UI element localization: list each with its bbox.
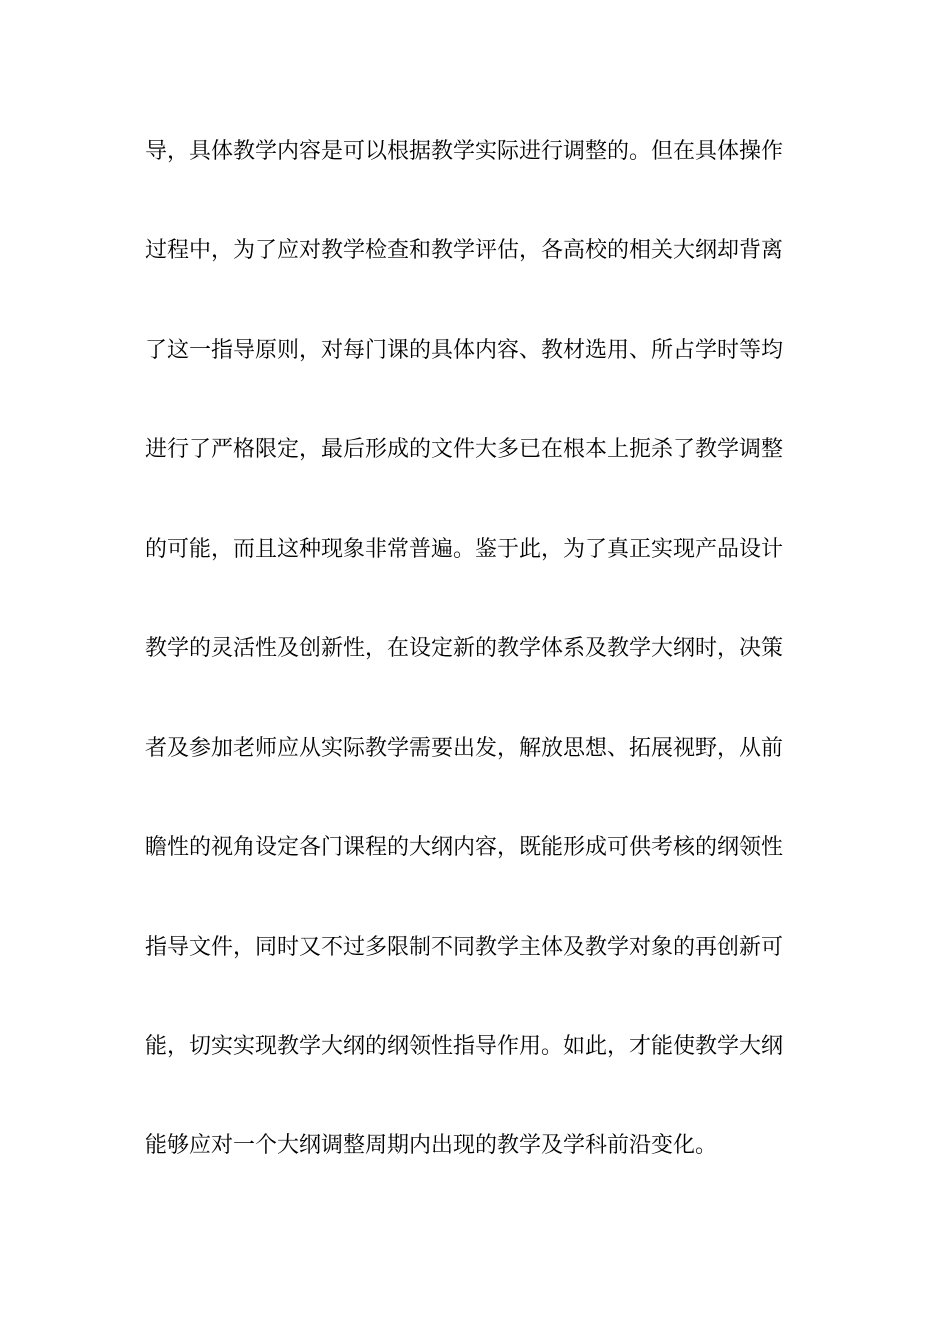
paragraph-line: 瞻性的视角设定各门课程的大纲内容，既能形成可供考核的纲领性	[145, 835, 784, 860]
paragraph-line: 了这一指导原则，对每门课的具体内容、教材选用、所占学时等均	[145, 338, 784, 363]
paragraph-line: 能够应对一个大纲调整周期内出现的教学及学科前沿变化。	[145, 1133, 718, 1158]
paragraph-line: 能，切实实现教学大纲的纲领性指导作用。如此，才能使教学大纲	[145, 1034, 784, 1059]
paragraph-line: 者及参加老师应从实际教学需要出发，解放思想、拓展视野，从前	[145, 736, 784, 761]
paragraph-line: 的可能，而且这种现象非常普遍。鉴于此，为了真正实现产品设计	[145, 537, 784, 562]
paragraph-line: 进行了严格限定，最后形成的文件大多已在根本上扼杀了教学调整	[145, 437, 784, 462]
paragraph-line: 过程中，为了应对教学检查和教学评估，各高校的相关大纲却背离	[145, 238, 784, 263]
paragraph-line: 导，具体教学内容是可以根据教学实际进行调整的。但在具体操作	[145, 139, 784, 164]
paragraph-line: 教学的灵活性及创新性，在设定新的教学体系及教学大纲时，决策	[145, 636, 784, 661]
paragraph-line: 指导文件，同时又不过多限制不同教学主体及教学对象的再创新可	[145, 935, 784, 960]
